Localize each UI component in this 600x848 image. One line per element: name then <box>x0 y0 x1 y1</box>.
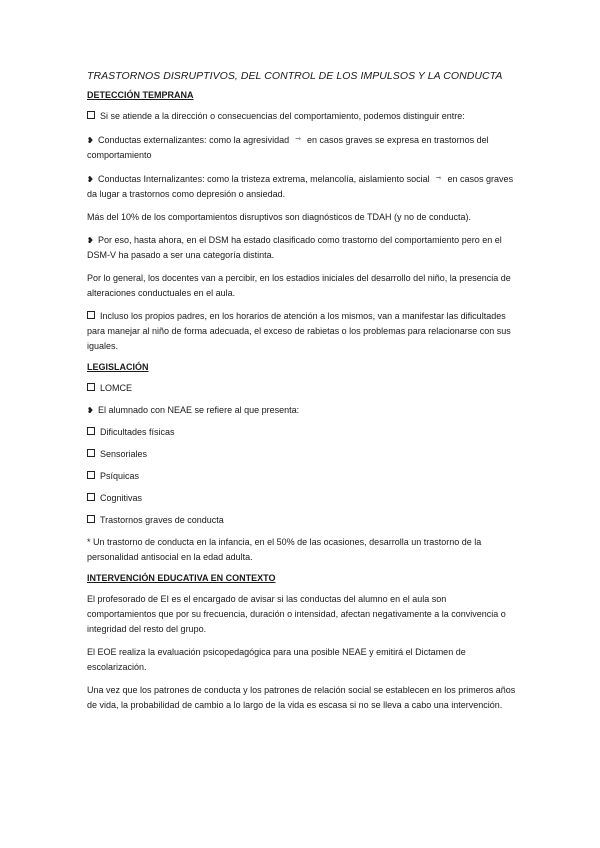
list-item-text: El alumnado con NEAE se refiere al que presenta: <box>98 405 300 415</box>
paragraph: El EOE realiza la evaluación psicopedagógica para una posible NEAE y emitirá el Dictamen de escolarización. <box>87 647 466 672</box>
paragraph <box>87 233 517 263</box>
list-item-text: Sensoriales <box>100 449 148 459</box>
list-item-text: Cognitivas <box>100 493 143 503</box>
paragraph: Más del 10% de los comportamientos disruptivos son diagnósticos de TDAH (y no de conducta). <box>87 212 472 222</box>
paragraph <box>87 171 517 202</box>
list-item <box>87 469 517 484</box>
paragraph: Por lo general, los docentes van a percibir, en los estadios iniciales del desarrollo del niño, la presencia de alteraciones conductuales en el aula. <box>87 273 511 298</box>
paragraph <box>87 309 517 354</box>
list-item-text: LOMCE <box>100 383 133 393</box>
checkbox-icon <box>87 493 95 501</box>
checkbox-icon <box>87 427 95 435</box>
diamond-bullet-icon: ❥ <box>87 136 94 145</box>
list-item <box>87 491 517 506</box>
arrow-icon: ⇾ <box>435 175 442 182</box>
section-heading-legislacion: LEGISLACIÓN <box>87 362 149 372</box>
list-item <box>87 425 517 440</box>
section-heading-deteccion: DETECCIÓN TEMPRANA <box>87 90 194 100</box>
section-heading-intervencion: INTERVENCIÓN EDUCATIVA EN CONTEXTO <box>87 573 276 583</box>
paragraph <box>87 132 517 163</box>
diamond-bullet-icon: ❥ <box>87 236 94 245</box>
checkbox-icon <box>87 515 95 523</box>
document-title: TRASTORNOS DISRUPTIVOS, DEL CONTROL DE LOS IMPULSOS Y LA CONDUCTA <box>87 70 503 82</box>
paragraph: El profesorado de EI es el encargado de avisar si las conductas del alumno en el aula son comportamientos que por su frecuencia, duración o intensidad, afectan negativamente a la convivencia o integridad del resto del grupo. <box>87 594 506 634</box>
list-item-text: Dificultades físicas <box>100 427 175 437</box>
paragraph-text: Conductas Internalizantes: como la tristeza extrema, melancolía, aislamiento social <box>98 174 430 184</box>
footnote: * Un trastorno de conducta en la infancia, en el 50% de las ocasiones, desarrolla un trastorno de la personalidad antisocial en la edad adulta. <box>87 537 482 562</box>
checkbox-icon <box>87 471 95 479</box>
checkbox-icon <box>87 311 95 319</box>
arrow-icon: ⇾ <box>295 136 301 143</box>
list-item <box>87 513 517 528</box>
paragraph-text: en casos graves da lugar a trastornos como depresión o ansiedad. <box>87 174 514 199</box>
paragraph-text: Conductas externalizantes: como la agresividad <box>98 135 290 145</box>
document-content <box>87 70 517 721</box>
paragraph-text: Incluso los propios padres, en los horarios de atención a los mismos, van a manifestar las dificultades para manejar al niño de forma adecuada, el exceso de rabietas o los problemas para relacionarse con sus iguales. <box>87 311 511 351</box>
checkbox-icon <box>87 111 95 119</box>
paragraph: Una vez que los patrones de conducta y los patrones de relación social se establecen en los primeros años de vida, la probabilidad de cambio a lo largo de la vida es escasa si no se lleva a cabo una intervención. <box>87 685 516 710</box>
paragraph-text: Por eso, hasta ahora, en el DSM ha estado clasificado como trastorno del comportamiento pero en el DSM-V ha pasado a ser una categoría distinta. <box>87 235 502 260</box>
paragraph-text: Si se atiende a la dirección o consecuencias del comportamiento, podemos distinguir entre: <box>100 111 465 121</box>
checkbox-icon <box>87 449 95 457</box>
list-item-text: Trastornos graves de conducta <box>100 515 224 525</box>
paragraph <box>87 109 517 124</box>
paragraph-text: en casos graves se expresa en trastornos del comportamiento <box>87 135 489 160</box>
diamond-bullet-icon: ❥ <box>87 175 94 184</box>
checkbox-icon <box>87 383 95 391</box>
list-item-text: Psíquicas <box>100 471 140 481</box>
list-item <box>87 447 517 462</box>
list-item <box>87 403 517 418</box>
diamond-bullet-icon: ❥ <box>87 406 94 415</box>
list-item <box>87 381 517 396</box>
